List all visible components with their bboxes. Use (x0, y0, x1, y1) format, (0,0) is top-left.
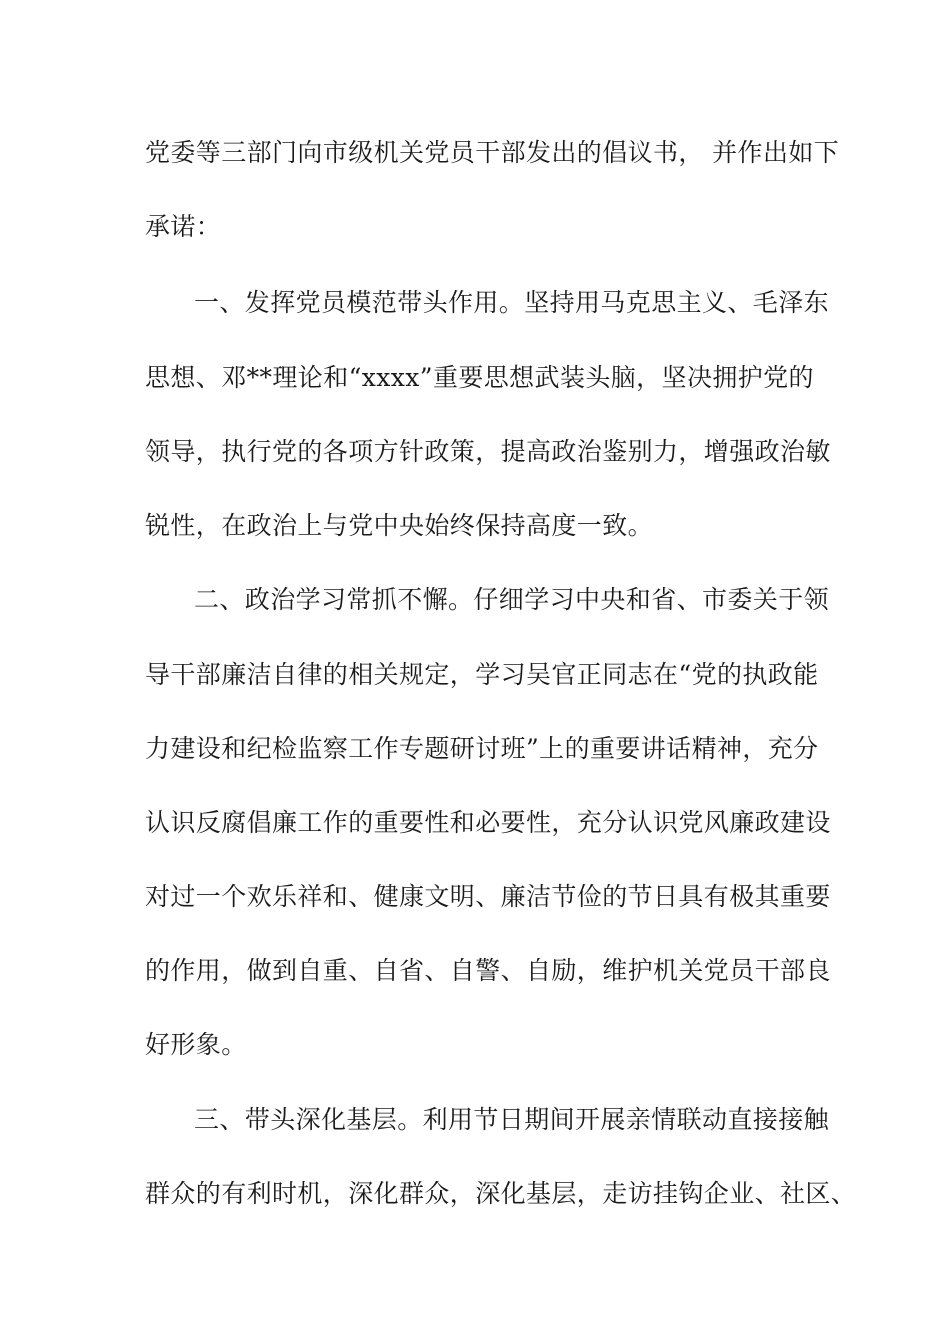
text-line: 导干部廉洁自律的相关规定，学习吴官正同志在“党的执政能 (145, 660, 819, 689)
paragraph-1-start: 一、发挥党员模范带头作用。坚持用马克思主义、毛泽东 (194, 288, 830, 317)
text-line: 好形象。 (145, 1030, 247, 1059)
paragraph-2-start: 二、政治学习常抓不懈。仔细学习中央和省、市委关于领 (194, 585, 830, 614)
paragraph-3-start: 三、带头深化基层。利用节日期间开展亲情联动直接接触 (194, 1105, 830, 1134)
text-line: 领导，执行党的各项方针政策，提高政治鉴别力，增强政治敏 (145, 437, 831, 466)
text-line: 承诺： (145, 212, 222, 241)
text-line: 的作用，做到自重、自省、自警、自励，维护机关党员干部良 (145, 956, 831, 985)
text-line: 群众的有利时机，深化群众，深化基层，走访挂钩企业、社区、 (145, 1179, 857, 1208)
text-line: 思想、邓**理论和“xxxx”重要思想武装头脑，坚决拥护党的 (145, 363, 814, 392)
text-line: 对过一个欢乐祥和、健康文明、廉洁节俭的节日具有极其重要 (145, 882, 831, 911)
text-line: 锐性，在政治上与党中央始终保持高度一致。 (145, 511, 654, 540)
text-line: 党委等三部门向市级机关党员干部发出的倡议书， 并作出如下 (145, 138, 840, 167)
text-line: 力建设和纪检监察工作专题研讨班”上的重要讲话精神，充分 (145, 734, 819, 763)
text-line: 认识反腐倡廉工作的重要性和必要性，充分认识党风廉政建设 (145, 808, 831, 837)
